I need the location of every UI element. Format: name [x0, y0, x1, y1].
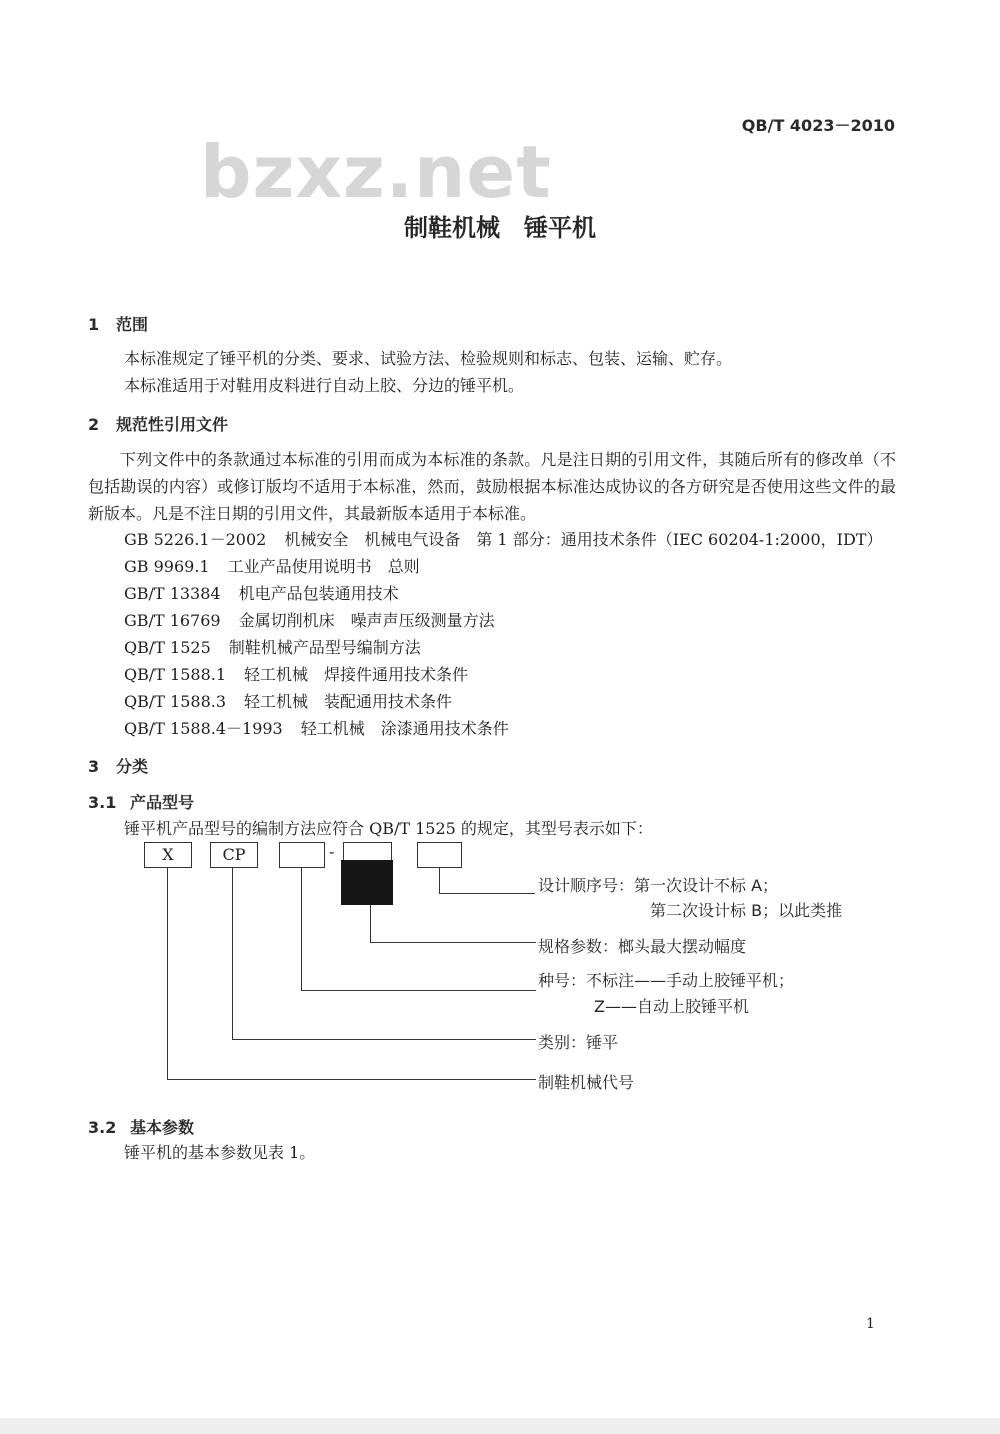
section-number: 3.1	[88, 793, 117, 812]
model-box-kind	[279, 842, 325, 868]
legend-kind-line-2: Z——自动上胶锤平机	[594, 997, 749, 1016]
section-title: 基本参数	[130, 1118, 195, 1137]
reference-name: 轻工机械 焊接件通用技术条件	[244, 665, 469, 684]
section-title: 规范性引用文件	[116, 415, 229, 434]
section-3-2-heading	[88, 1115, 194, 1138]
connector-kind-horizontal	[301, 990, 536, 991]
section-3-heading	[88, 754, 148, 777]
section-title: 产品型号	[130, 793, 195, 812]
model-dash: -	[329, 842, 335, 861]
document-title: 制鞋机械 锤平机	[404, 214, 596, 242]
reference-item	[124, 608, 495, 631]
connector-spec-vertical	[370, 905, 371, 942]
model-box-category: CP	[210, 842, 258, 868]
model-box-spec-redaction	[341, 860, 393, 905]
bottom-edge	[0, 1418, 1000, 1434]
standard-code: QB/T 4023－2010	[741, 116, 895, 135]
legend-design-line-2: 第二次设计标 B；以此类推	[650, 901, 843, 920]
reference-item	[124, 527, 882, 550]
reference-name: 机械安全 机械电气设备 第 1 部分：通用技术条件（IEC 60204-1:2000，IDT）	[284, 530, 883, 549]
reference-code: QB/T 1588.1	[124, 665, 227, 684]
section-1-paragraph-1: 本标准规定了锤平机的分类、要求、试验方法、检验规则和标志、包装、运输、贮存。	[124, 349, 733, 368]
reference-name: 轻工机械 涂漆通用技术条件	[300, 719, 509, 738]
reference-code: QB/T 1588.3	[124, 692, 227, 711]
watermark: bzxz.net	[200, 130, 552, 214]
section-title: 范围	[116, 315, 149, 334]
reference-item	[124, 689, 452, 712]
section-3-1-heading	[88, 790, 194, 813]
section-3-2-text: 锤平机的基本参数见表 1。	[124, 1143, 316, 1162]
connector-design-horizontal	[439, 893, 535, 894]
reference-code: GB 9969.1	[124, 557, 210, 576]
reference-item	[124, 635, 421, 658]
reference-name: 金属切削机床 噪声声压级测量方法	[238, 611, 495, 630]
model-box-code: X	[144, 842, 192, 868]
reference-code: QB/T 1588.4－1993	[124, 719, 283, 738]
reference-name: 机电产品包装通用技术	[238, 584, 399, 603]
reference-code: GB 5226.1－2002	[124, 530, 267, 549]
reference-name: 轻工机械 装配通用技术条件	[244, 692, 453, 711]
model-box-design	[417, 842, 462, 868]
legend-kind-line-1: 种号：不标注——手动上胶锤平机；	[538, 971, 795, 990]
reference-item	[124, 554, 420, 577]
connector-code-horizontal	[167, 1079, 536, 1080]
reference-item	[124, 716, 509, 739]
section-number: 1	[88, 315, 100, 334]
connector-code-vertical	[167, 868, 168, 1079]
reference-item	[124, 662, 468, 685]
section-title: 分类	[116, 757, 149, 776]
section-1-paragraph-2: 本标准适用于对鞋用皮料进行自动上胶、分边的锤平机。	[124, 376, 525, 395]
reference-code: GB/T 16769	[124, 611, 221, 630]
legend-category: 类别：锤平	[538, 1033, 619, 1052]
connector-spec-horizontal	[370, 942, 536, 943]
connector-design-vertical	[439, 868, 440, 893]
reference-name: 制鞋机械产品型号编制方法	[228, 638, 421, 657]
section-2-intro: 下列文件中的条款通过本标准的引用而成为本标准的条款。凡是注日期的引用文件，其随后所有的修改单（不包括勘误的内容）或修订版均不适用于本标准，然而，鼓励根据本标准达成协议的各方研究是否使用这些文件的最新版本。凡是不注日期的引用文件，其最新版本适用于本标准。	[88, 450, 896, 523]
section-number: 3	[88, 757, 100, 776]
section-3-1-text: 锤平机产品型号的编制方法应符合 QB/T 1525 的规定，其型号表示如下：	[124, 819, 653, 838]
reference-name: 工业产品使用说明书 总则	[227, 557, 420, 576]
connector-category-vertical	[232, 868, 233, 1039]
reference-code: QB/T 1525	[124, 638, 211, 657]
legend-spec: 规格参数：榔头最大摆动幅度	[538, 937, 747, 956]
connector-category-horizontal	[232, 1039, 536, 1040]
section-number: 2	[88, 415, 100, 434]
connector-kind-vertical	[301, 868, 302, 990]
reference-item	[124, 581, 399, 604]
legend-design-line-1: 设计顺序号：第一次设计不标 A；	[538, 876, 779, 895]
page-number: 1	[866, 1316, 875, 1332]
section-number: 3.2	[88, 1118, 117, 1137]
section-1-heading	[88, 312, 148, 335]
legend-machine-code: 制鞋机械代号	[538, 1073, 635, 1092]
section-2-heading	[88, 412, 228, 435]
reference-code: GB/T 13384	[124, 584, 221, 603]
